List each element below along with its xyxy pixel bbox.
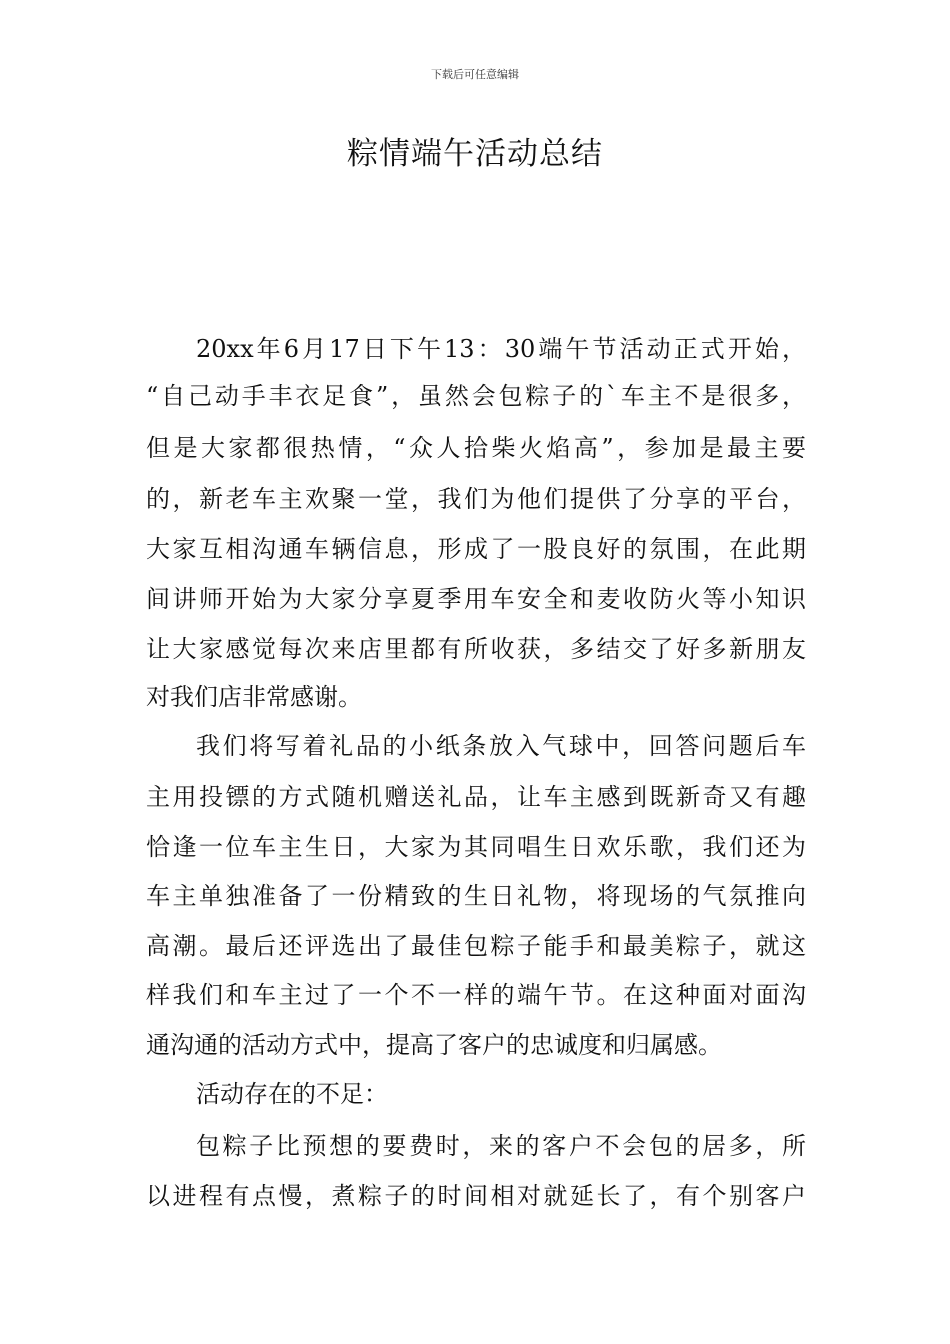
paragraph-line: 的，新老车主欢聚一堂，我们为他们提供了分享的平台，: [146, 485, 806, 513]
paragraph-line: 高潮。最后还评选出了最佳包粽子能手和最美粽子，就这: [146, 932, 806, 960]
paragraph-line: 但是大家都很热情，“众人拾柴火焰高”，参加是最主要: [146, 434, 806, 462]
paragraph-line: 间讲师开始为大家分享夏季用车安全和麦收防火等小知识: [146, 585, 806, 613]
paragraph-line: 让大家感觉每次来店里都有所收获，多结交了好多新朋友: [146, 635, 806, 663]
header-note: 下载后可任意编辑: [431, 68, 519, 81]
paragraph-line: 我们将写着礼品的小纸条放入气球中，回答问题后车: [196, 732, 806, 760]
paragraph-line: 恰逢一位车主生日，大家为其同唱生日欢乐歌，我们还为: [146, 833, 806, 861]
paragraph-line: 对我们店非常感谢。: [146, 683, 362, 711]
document-title: 粽情端午活动总结: [347, 136, 603, 172]
paragraph-line: 包粽子比预想的要费时，来的客户不会包的居多，所: [196, 1132, 806, 1160]
paragraph-line: 车主单独准备了一份精致的生日礼物，将现场的气氛推向: [146, 882, 806, 910]
paragraph-line: 以进程有点慢，煮粽子的时间相对就延长了，有个别客户: [146, 1182, 806, 1210]
paragraph-line: 样我们和车主过了一个不一样的端午节。在这种面对面沟: [146, 981, 806, 1009]
paragraph-line: “自己动手丰衣足食”，虽然会包粽子的`车主不是很多，: [146, 382, 806, 410]
paragraph-line: 通沟通的活动方式中，提高了客户的忠诚度和归属感。: [146, 1031, 722, 1059]
paragraph-line: 大家互相沟通车辆信息，形成了一股良好的氛围，在此期: [146, 535, 806, 563]
paragraph-line: 20xx年6月17日下午13：30端午节活动正式开始，: [196, 335, 806, 363]
paragraph-line: 主用投镖的方式随机赠送礼品，让车主感到既新奇又有趣: [146, 783, 806, 811]
paragraph-line: 活动存在的不足：: [196, 1080, 388, 1108]
